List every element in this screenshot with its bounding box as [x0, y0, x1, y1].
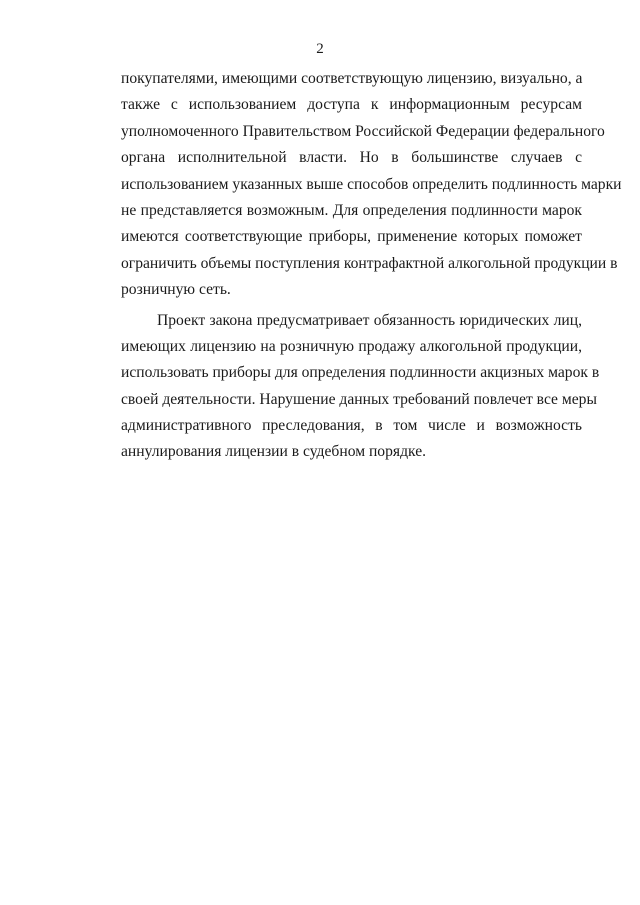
- text-line: использованием указанных выше способов определить подлинность марки: [121, 175, 622, 193]
- text-line: розничную сеть.: [121, 281, 231, 299]
- document-body: [121, 66, 622, 466]
- text-line: не представляется возможным. Для определения подлинности марок: [121, 201, 582, 219]
- text-line: аннулирования лицензии в судебном порядке.: [121, 443, 427, 461]
- text-line: административного преследования, в том числе и возможность: [121, 417, 582, 435]
- text-line: также с использованием доступа к информационным ресурсам: [121, 96, 582, 114]
- text-line: органа исполнительной власти. Но в большинстве случаев с: [121, 149, 582, 167]
- text-line: имеются соответствующие приборы, применение которых поможет: [121, 228, 582, 246]
- text-line: уполномоченного Правительством Российской Федерации федерального: [121, 122, 605, 140]
- paragraph-1: [121, 66, 622, 304]
- text-line: использовать приборы для определения подлинности акцизных марок в: [121, 364, 600, 382]
- text-line: имеющих лицензию на розничную продажу алкогольной продукции,: [121, 337, 582, 355]
- text-line: покупателями, имеющими соответствующую лицензию, визуально, а: [121, 70, 583, 87]
- text-line: Проект закона предусматривает обязанность юридических лиц,: [157, 311, 582, 329]
- paragraph-2: [121, 308, 600, 466]
- text-line: ограничить объемы поступления контрафактной алкогольной продукции в: [121, 254, 618, 272]
- page-number: 2: [316, 41, 324, 57]
- text-line: своей деятельности. Нарушение данных требований повлечет все меры: [121, 390, 597, 408]
